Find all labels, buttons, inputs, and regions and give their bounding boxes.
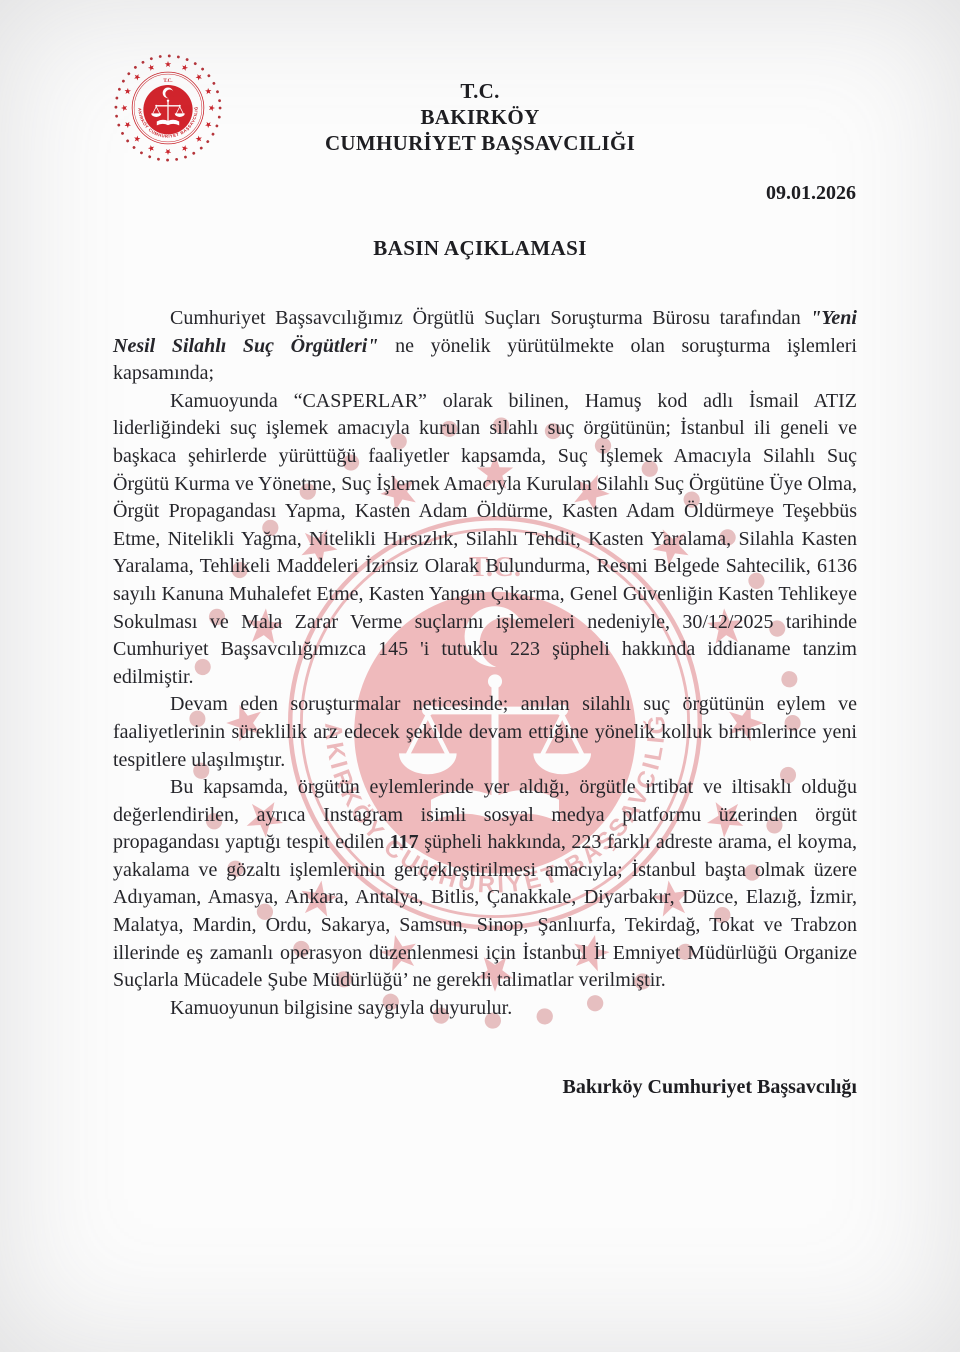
paragraph-intro-emphasis: "Yeni Nesil Silahlı Suç Örgütleri" [113, 307, 857, 357]
paragraph-operation-text-2: şüpheli hakkında, 223 farklı adreste arama, el koyma, yakalama ve gözaltı işlemlerinin gerçekleştirilmesi amacıyla; İstanbul başta olmak üzere Adıyaman, Amasya, Ankara, Antalya, Bitlis, Çanakkale, Diyarbakır, Düzce, Elazığ, İzmir, Malatya, Mardin, Ordu, Sakarya, Samsun, Sinop, Şanlıurfa, Tekirdağ, Tokat ve Trabzon illerinde eş zamanlı operasyon düzenlenmesi için İstanbul İl Emniyet Müdürlüğü Organize Suçlarla Mücadele Şube Müdürlüğü’ ne gerekli talimatlar verilmiştir. [113, 831, 857, 992]
paragraph-intro-text-1: Cumhuriyet Başsavcılığımız Örgütlü Suçları Soruşturma Bürosu tarafından [170, 307, 811, 329]
document-title: BASIN AÇIKLAMASI [373, 236, 587, 260]
signature: Bakırköy Cumhuriyet Başsavcılığı [562, 1076, 857, 1099]
paragraph-operation [113, 774, 857, 995]
letterhead-tc: T.C. [460, 79, 500, 103]
paragraph-closing: Kamuoyunun bilgisine saygıyla duyurulur. [170, 996, 513, 1019]
letterhead [0, 78, 960, 156]
document-date: 09.01.2026 [766, 182, 856, 204]
paragraph-intro [113, 305, 857, 388]
paragraph-intro-text-2: ne yönelik yürütülmekte olan soruşturma işlemleri kapsamında; [113, 334, 857, 385]
paragraph-indictment: Kamuoyunda “CASPERLAR” olarak bilinen, Hamuş kod adlı İsmail ATIZ liderliğindeki suç işlemek amacıyla kurulan silahlı suç örgütünün; İstanbul ili geneli ve başkaca şehirlerde yürüttüğü faaliyetler kapsamda, Suç İşlemek Amacıyla Silahlı Suç Örgütü Kurma ve Yönetme, Suç İşlemek Amacıyla Kurulan Silahlı Suç Örgütüne Üye Olma, Örgüt Propagandası Yapma, Kasten Adam Öldürme, Kasten Adam Öldürmeye Teşebbüs Etme, Nitelikli Yağma, Nitelikli Hırsızlık, Silahlı Tehdit, Kasten Yaralama, Silahla Kasten Yaralama, Tehlikeli Maddeleri İzinsiz Olarak Bulundurma, Resmi Belgede Sahtecilik, 6136 sayılı Kanuna Muhalefet Etme, Kasten Yangın Çıkarma, Genel Güvenliğin Kasten Tehlikeye Sokulması ve Mala Zarar Verme suçlarını işlemeleri nedeniyle, 30/12/2025 tarihinde Cumhuriyet Başsavcılığımızca 145 'i tutuklu 223 şüpheli hakkında iddianame tanzim edilmiştir. [113, 389, 857, 688]
paragraph-ongoing-investigation: Devam eden soruşturmalar neticesinde; anılan silahlı suç örgütünün eylem ve faaliyetlerinin süreklilik arz edecek şekilde devam ettiğine yönelik kolluk birimlerince yeni tespitlere ulaşılmıştır. [113, 693, 857, 771]
letterhead-office: CUMHURİYET BAŞSAVCILIĞI [324, 131, 636, 155]
paragraph-operation-suspect-count: 117 [389, 831, 419, 854]
letterhead-city: BAKIRKÖY [420, 105, 540, 129]
document-body [113, 305, 857, 1102]
paragraph-operation-text-1: Bu kapsamda, örgütün eylemlerinde yer aldığı, örgütle irtibat ve iltisaklı olduğu değerlendirilen, ayrıca Instagram isimli sosyal medya platformu üzerinden örgüt propagandası yaptığı tespit edilen [113, 776, 857, 854]
